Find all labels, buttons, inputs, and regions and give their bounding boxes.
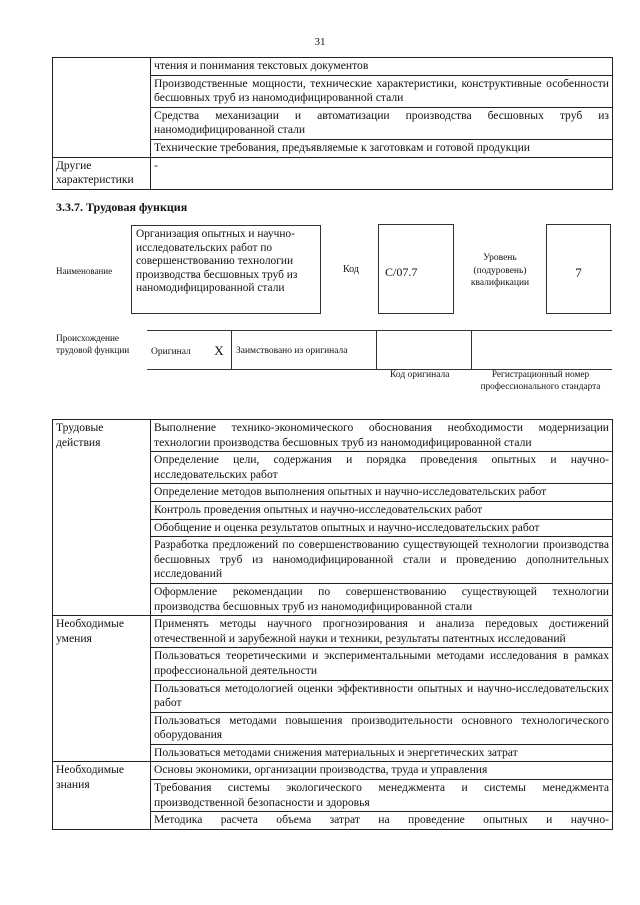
name-label: Наименование xyxy=(56,266,113,276)
table-cell: Определение методов выполнения опытных и научно-исследовательских работ xyxy=(151,484,613,502)
section-heading: 3.3.7. Трудовая функция xyxy=(56,200,188,214)
other-characteristics-value: - xyxy=(151,157,613,189)
table-row xyxy=(53,420,613,452)
origin-label: Происхождение трудовой функции xyxy=(56,334,130,356)
table-cell: Основы экономики, организации производства, труда и управления xyxy=(151,762,613,780)
original-mark: X xyxy=(214,343,224,358)
registration-number-cell xyxy=(472,331,612,369)
table-row xyxy=(53,762,613,780)
code-label: Код xyxy=(343,264,359,275)
original-code-cell xyxy=(377,331,472,369)
table-cell: Обобщение и оценка результатов опытных и научно-исследовательских работ xyxy=(151,519,613,537)
labor-function-table xyxy=(52,419,613,830)
table-cell: Выполнение технико-экономического обоснования необходимости модернизации технологии производства бесшовных труб из наномодифицированной стали xyxy=(151,420,613,452)
table-cell: Разработка предложений по совершенствованию существующей технологии производства бесшовных труб из наномодифицированной стали и проведению дополнительных исследований xyxy=(151,537,613,584)
table-cell: Контроль проведения опытных и научно-исследовательских работ xyxy=(151,501,613,519)
registration-number-label: Регистрационный номер профессионального стандарта xyxy=(480,370,601,392)
table-cell: Пользоваться теоретическими и экспериментальными методами исследования в рамках профессиональной деятельности xyxy=(151,648,613,680)
table-cell: Оформление рекомендации по совершенствованию существующей технологии производства бесшовных труб из наномодифицированной стали xyxy=(151,583,613,615)
knowledge-label: Необходимые знания xyxy=(53,762,151,829)
table-row xyxy=(53,616,613,648)
table-cell: Пользоваться методами повышения производительности основного технологического оборудования xyxy=(151,712,613,744)
original-label: Оригинал xyxy=(151,347,191,357)
table-cell: Технические требования, предъявляемые к заготовкам и готовой продукции xyxy=(151,139,613,157)
table-cell: Определение цели, содержания и порядка проведения опытных и научно-исследовательских работ xyxy=(151,452,613,484)
page-number: 31 xyxy=(314,36,326,48)
other-characteristics-label: Другие характеристики xyxy=(53,157,151,189)
borrowed-label: Заимствовано из оригинала xyxy=(231,331,377,369)
actions-label: Трудовые действия xyxy=(53,420,151,616)
empty-label-cell xyxy=(53,58,151,158)
table-cell: Применять методы научного прогнозирования и анализа передовых достижений отечественной и зарубежной науки и техники, результаты патентных исследований xyxy=(151,616,613,648)
qualification-level-label: Уровень (подуровень) квалификации xyxy=(470,253,530,288)
table-row xyxy=(53,157,613,189)
table-row xyxy=(53,58,613,76)
origin-row xyxy=(147,330,612,370)
top-characteristics-table xyxy=(52,57,613,190)
function-code-box: C/07.7 xyxy=(378,224,454,314)
skills-label: Необходимые умения xyxy=(53,616,151,762)
table-cell: Средства механизации и автоматизации производства бесшовных труб из наномодифицированной стали xyxy=(151,107,613,139)
qualification-level-box: 7 xyxy=(546,224,611,314)
code-original-label: Код оригинала xyxy=(390,370,450,380)
function-name-box: Организация опытных и научно-исследовательских работ по совершенствованию технологии производства бесшовных труб из наномодифицированной стали xyxy=(131,225,321,314)
table-cell: Производственные мощности, технические характеристики, конструктивные особенности бесшовных труб из наномодифицированной стали xyxy=(151,75,613,107)
table-cell: Требования системы экологического менеджмента и системы менеджмента производственной безопасности и здоровья xyxy=(151,780,613,812)
table-cell: Пользоваться методами снижения материальных и энергетических затрат xyxy=(151,744,613,762)
table-cell: Методика расчета объема затрат на проведение опытных и научно- xyxy=(151,812,613,830)
table-cell: Пользоваться методологией оценки эффективности опытных и научно-исследовательских работ xyxy=(151,680,613,712)
table-cell: чтения и понимания текстовых документов xyxy=(151,58,613,76)
